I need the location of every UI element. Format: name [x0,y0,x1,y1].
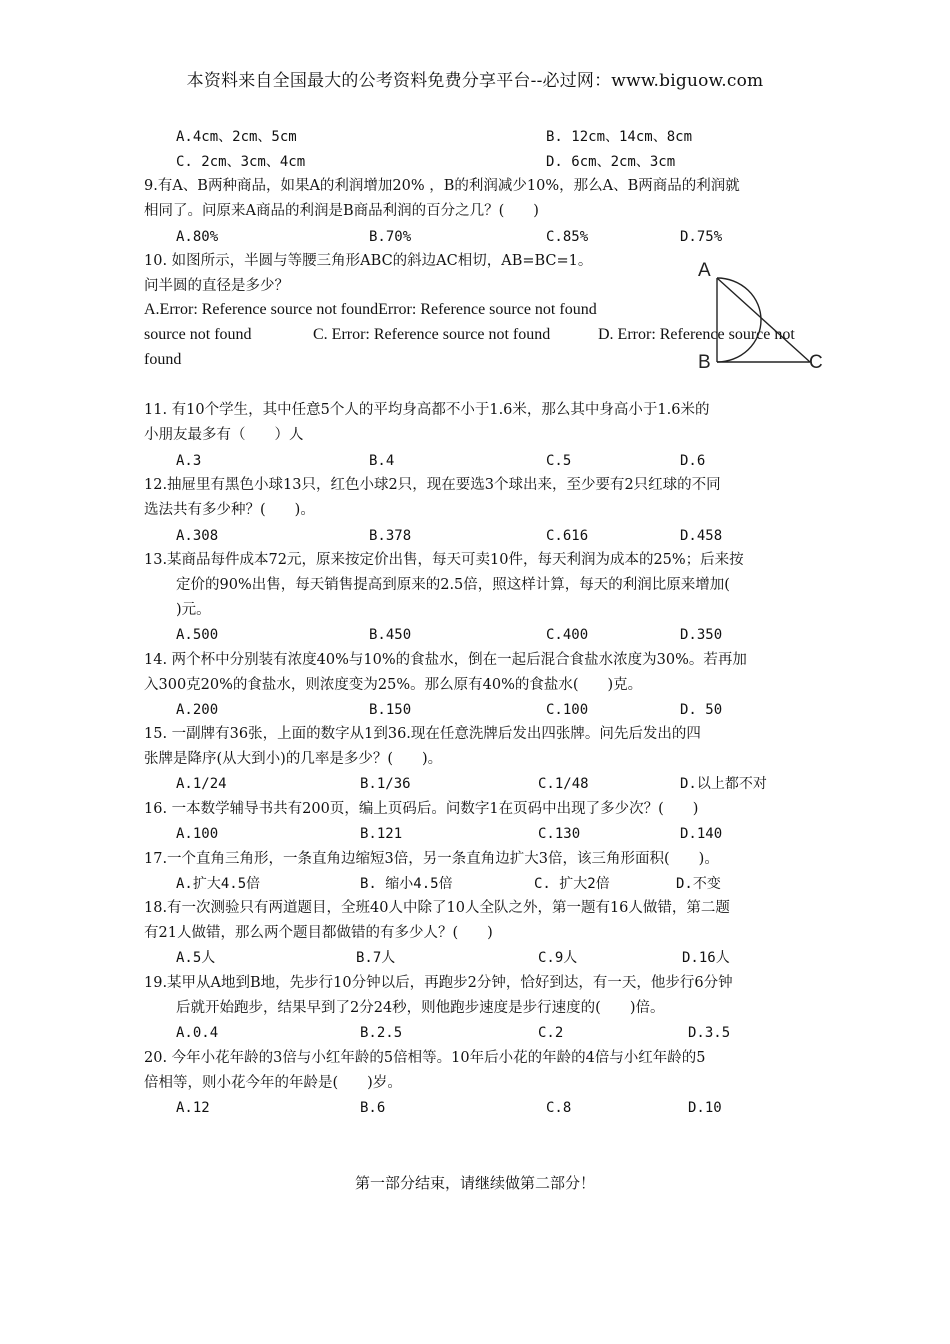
q11-option-a: A.3 [176,453,202,469]
q18-text-line-1: 18.有一次测验只有两道题目，全班40人中除了10人全队之外，第一题有16人做错，第二题 [144,900,730,916]
q12-text-line-1: 12.抽屉里有黑色小球13只，红色小球2只，现在要选3个球出来，至少要有2只红球的不同 [144,477,721,493]
q8-option-b: B. 12cm、14cm、8cm [546,129,693,145]
q19-option-a: A.0.4 [176,1025,219,1041]
q9-option-b: B.70% [369,229,412,245]
q13-text-line-2: 定价的90%出售，每天销售提高到原来的2.5倍，照这样计算，每天的利润比原来增加( [176,577,730,593]
q10-error-line-2c: D. Error: Reference source not [598,326,795,343]
q9-text-line-1: 9.有A、B两种商品，如果A的利润增加20% ，B的利润减少10%，那么A、B两商品的利润就 [144,178,740,194]
semicircle-arc [717,278,761,362]
q20-option-a: A.12 [176,1100,210,1116]
q13-option-c: C.400 [546,627,589,643]
q18-option-b: B.7人 [356,950,396,966]
hypotenuse-ac [717,278,810,362]
q10-error-line-2b: C. Error: Reference source not found [313,326,551,343]
q15-option-b: B.1/36 [360,776,411,792]
q11-text-line-2: 小朋友最多有（ ）人 [144,427,304,443]
label-b: B [698,352,711,373]
q15-option-d: D.以上都不对 [680,776,767,792]
q15-option-c: C.1/48 [538,776,589,792]
q12-option-a: A.308 [176,528,219,544]
q17-option-b: B. 缩小4.5倍 [360,876,453,892]
q11-option-c: C.5 [546,453,572,469]
q9-text-line-2: 相同了。问原来A商品的利润是B商品利润的百分之几？( ) [144,203,539,219]
q16-option-b: B.121 [360,826,403,842]
q16-option-a: A.100 [176,826,219,842]
section-end-note: 第一部分结束，请继续做第二部分！ [354,1174,595,1192]
q19-option-b: B.2.5 [360,1025,403,1041]
q17-text-line-1: 17.一个直角三角形，一条直角边缩短3倍，另一条直角边扩大3倍，该三角形面积( )。 [144,851,719,867]
q14-option-c: C.100 [546,702,589,718]
q20-text-line-2: 倍相等，则小花今年的年龄是( )岁。 [144,1075,402,1091]
q10-error-line-1: A.Error: Reference source not foundError: Reference source not found [144,301,597,318]
q14-option-d: D. 50 [680,702,723,718]
q9-option-c: C.85% [546,229,589,245]
q16-option-d: D.140 [680,826,723,842]
label-a: A [698,260,711,281]
q13-text-line-3: )元。 [176,602,211,618]
q12-text-line-2: 选法共有多少种？( )。 [144,502,315,518]
q14-option-b: B.150 [369,702,412,718]
q11-option-b: B.4 [369,453,395,469]
q15-text-line-2: 张牌是降序(从大到小)的几率是多少？( )。 [144,751,443,767]
q8-option-c: C. 2cm、3cm、4cm [176,154,306,170]
q8-option-d: D. 6cm、2cm、3cm [546,154,676,170]
q18-option-c: C.9人 [538,950,578,966]
q17-option-a: A.扩大4.5倍 [176,876,261,892]
q10-error-line-3: found [144,351,182,368]
q19-option-d: D.3.5 [688,1025,731,1041]
q20-text-line-1: 20. 今年小花年龄的3倍与小红年龄的5倍相等。10年后小花的年龄的4倍与小红年龄的5 [144,1050,706,1066]
q10-error-line-2a: source not found [144,326,252,343]
q9-option-a: A.80% [176,229,219,245]
q19-text-line-1: 19.某甲从A地到B地，先步行10分钟以后，再跑步2分钟，恰好到达，有一天，他步行6分钟 [144,975,733,991]
q18-option-d: D.16人 [682,950,730,966]
q8-option-a: A.4cm、2cm、5cm [176,129,297,145]
q16-text-line-1: 16. 一本数学辅导书共有200页，编上页码后。问数字1在页码中出现了多少次？( ) [144,801,699,817]
q17-option-d: D.不变 [676,876,721,892]
q20-option-b: B.6 [360,1100,386,1116]
q19-option-c: C.2 [538,1025,564,1041]
q10-text-line-1: 10. 如图所示，半圆与等腰三角形ABC的斜边AC相切，AB=BC=1。 [144,253,593,269]
q13-option-b: B.450 [369,627,412,643]
q12-option-c: C.616 [546,528,589,544]
q20-option-c: C.8 [546,1100,572,1116]
label-c: C [809,352,823,373]
q14-text-line-2: 入300克20%的食盐水，则浓度变为25%。那么原有40%的食盐水( )克。 [144,677,643,693]
q20-option-d: D.10 [688,1100,722,1116]
q11-option-d: D.6 [680,453,706,469]
q15-text-line-1: 15. 一副牌有36张，上面的数字从1到36.现在任意洗牌后发出四张牌。问先后发出的四 [144,726,701,742]
q18-text-line-2: 有21人做错，那么两个题目都做错的有多少人？( ) [144,925,493,941]
q13-text-line-1: 13.某商品每件成本72元，原来按定价出售，每天可卖10件，每天利润为成本的25%；后来按 [144,552,744,568]
q16-option-c: C.130 [538,826,581,842]
q12-option-b: B.378 [369,528,412,544]
q14-option-a: A.200 [176,702,219,718]
q11-text-line-1: 11. 有10个学生，其中任意5个人的平均身高都不小于1.6米，那么其中身高小于1.6米的 [144,402,710,418]
q12-option-d: D.458 [680,528,723,544]
q10-error-options [144,300,795,372]
q18-option-a: A.5人 [176,950,216,966]
q13-option-d: D.350 [680,627,723,643]
q19-text-line-2: 后就开始跑步，结果早到了2分24秒，则他跑步速度是步行速度的( )倍。 [176,1000,665,1016]
q10-triangle-figure [690,252,830,377]
q10-text-line-2: 问半圆的直径是多少？ [144,278,289,294]
q14-text-line-1: 14. 两个杯中分别装有浓度40%与10%的食盐水，倒在一起后混合食盐水浓度为30%。若再加 [144,652,747,668]
page-header: 本资料来自全国最大的公考资料免费分享平台--必过网：www.biguow.com [186,71,764,91]
q17-option-c: C. 扩大2倍 [534,876,610,892]
q9-option-d: D.75% [680,229,723,245]
q15-option-a: A.1/24 [176,776,227,792]
q13-option-a: A.500 [176,627,219,643]
